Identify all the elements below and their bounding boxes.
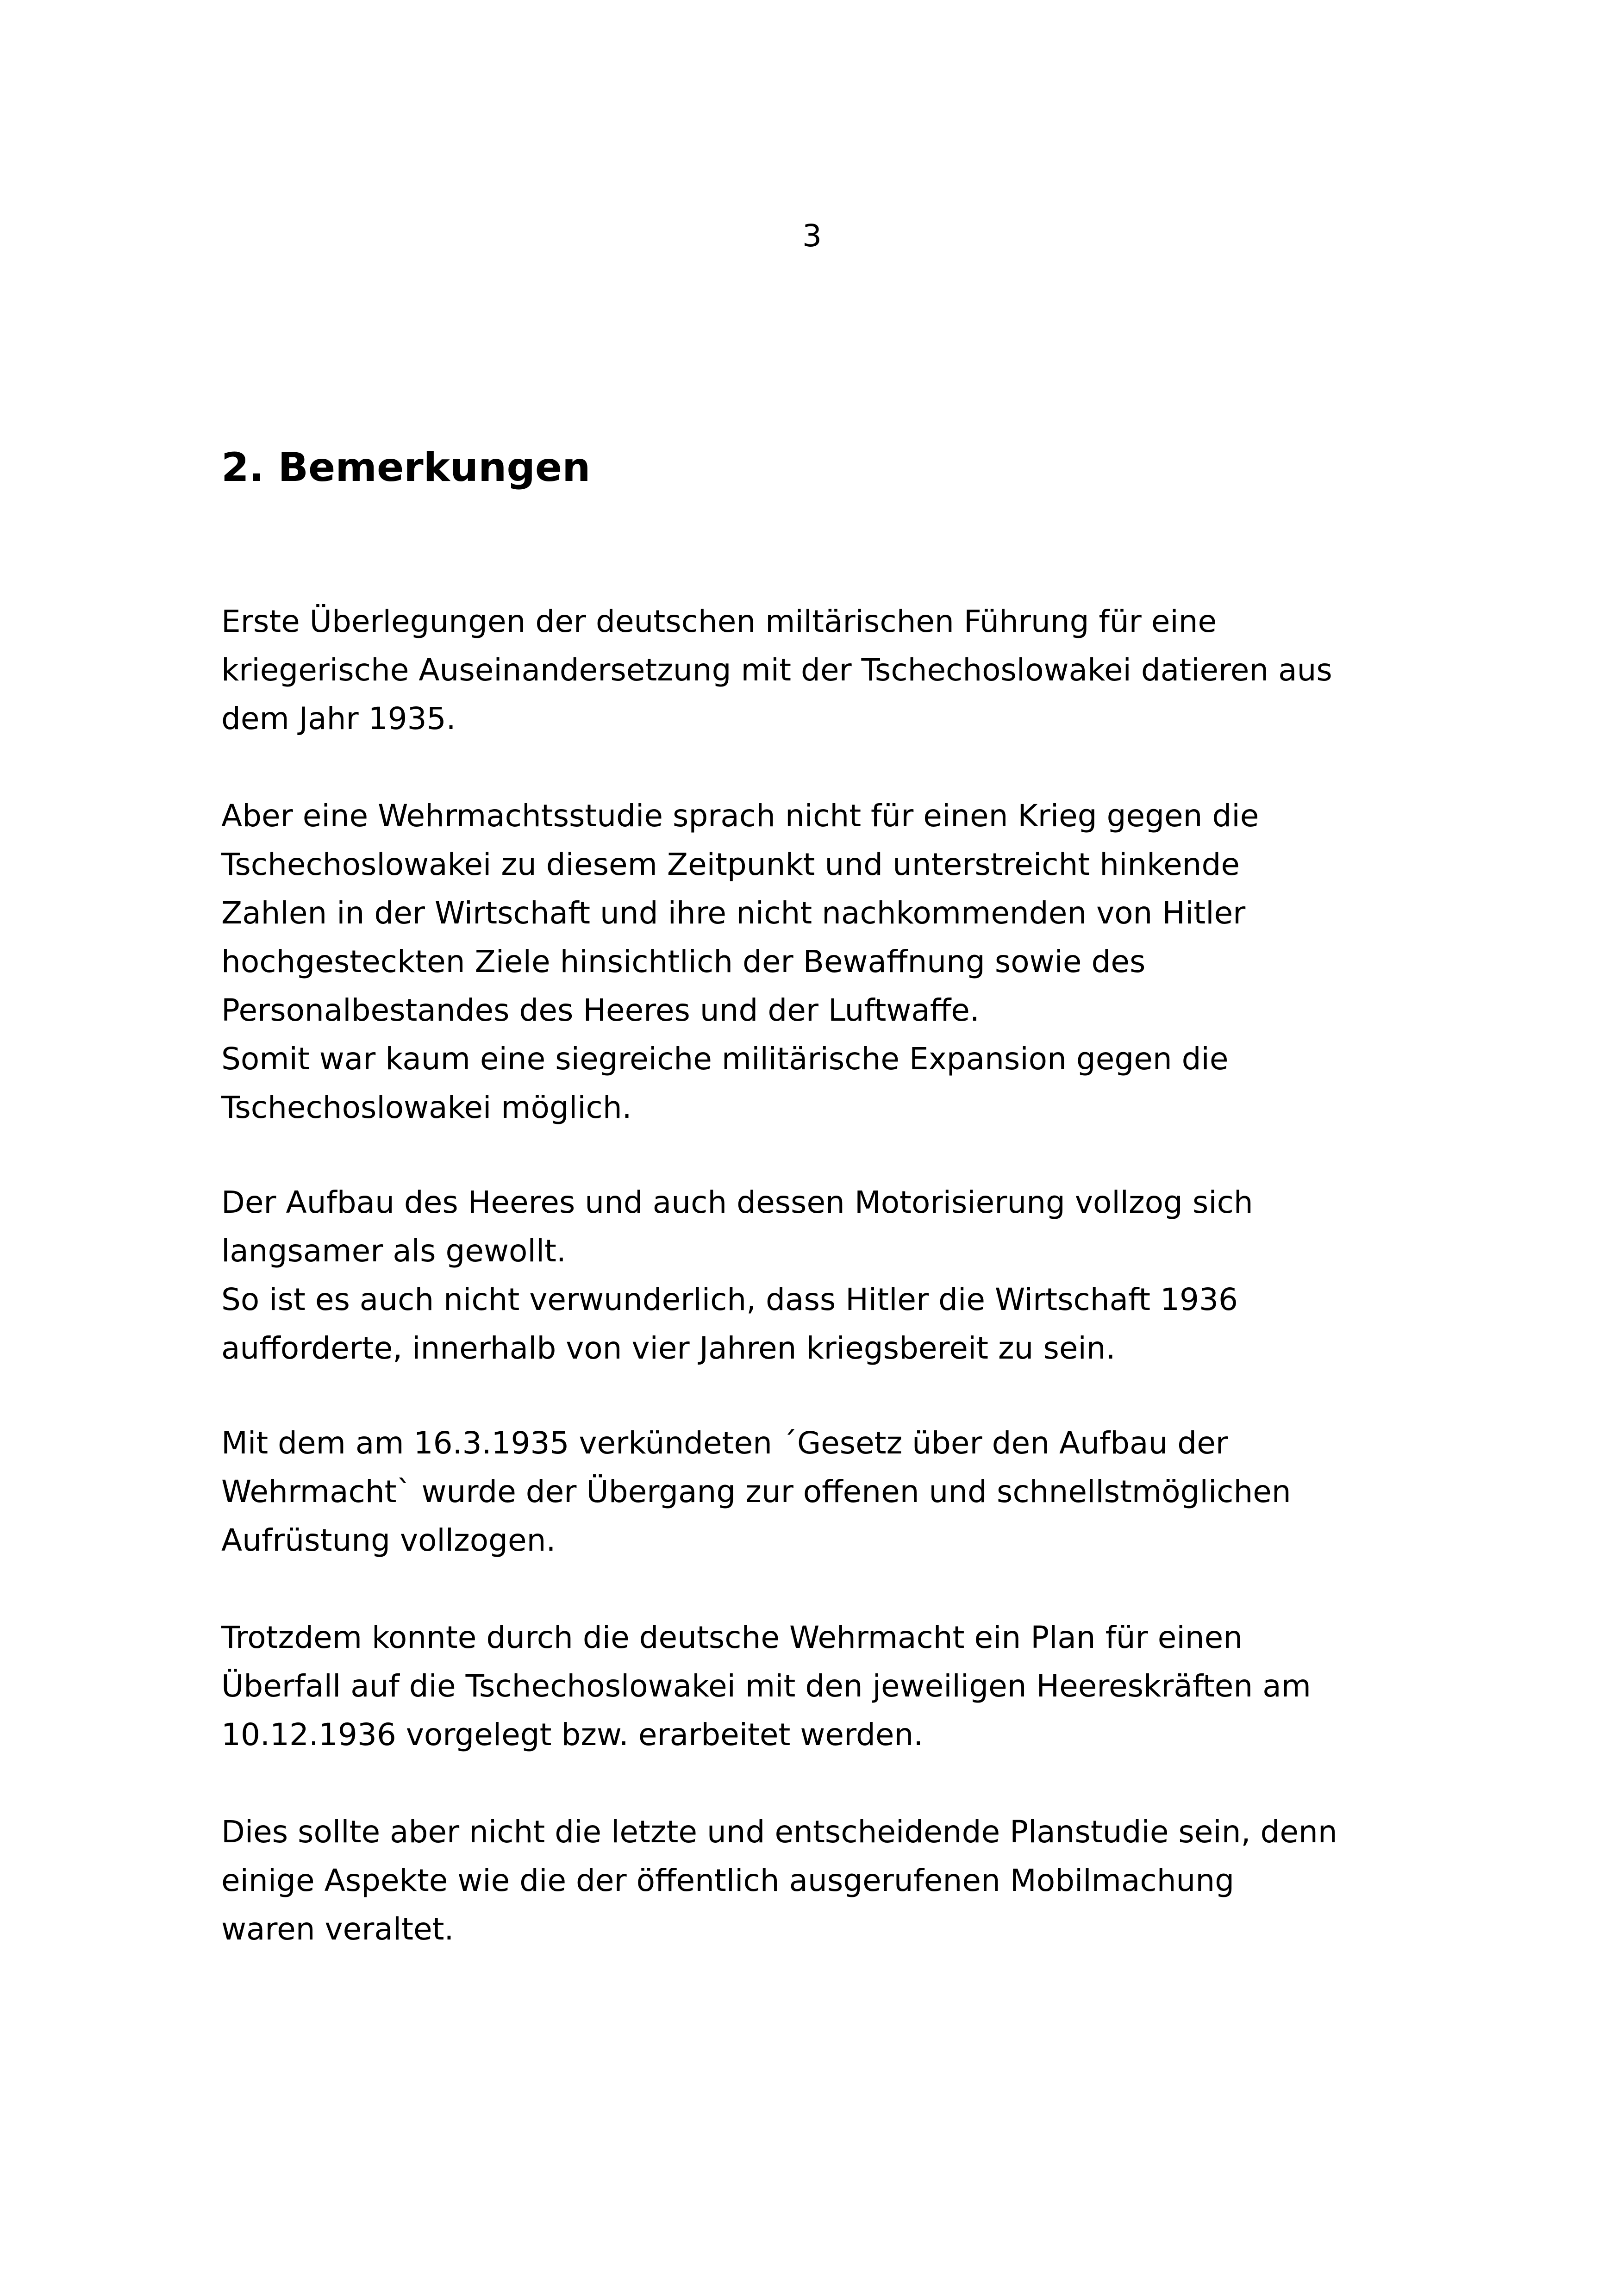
paragraph-5 <box>221 1613 1471 1759</box>
paragraph-line: langsamer als gewollt. <box>221 1233 566 1269</box>
paragraph-line: waren veraltet. <box>221 1911 454 1947</box>
paragraph-line: Überfall auf die Tschechoslowakei mit den jeweiligen Heereskräften am <box>221 1668 1311 1704</box>
paragraph-line: kriegerische Auseinandersetzung mit der Tschechoslowakei datieren aus <box>221 652 1332 688</box>
section-heading: 2. Bemerkungen <box>221 444 591 491</box>
paragraph-line: einige Aspekte wie die der öffentlich ausgerufenen Mobilmachung <box>221 1863 1235 1898</box>
paragraph-line: Aufrüstung vollzogen. <box>221 1522 556 1558</box>
paragraph-line: Somit war kaum eine siegreiche militärische Expansion gegen die <box>221 1041 1229 1077</box>
page-number: 3 <box>802 218 822 254</box>
paragraph-line: Personalbestandes des Heeres und der Luftwaffe. <box>221 992 980 1028</box>
paragraph-4 <box>221 1419 1471 1565</box>
paragraph-line: Der Aufbau des Heeres und auch dessen Motorisierung vollzog sich <box>221 1185 1253 1220</box>
paragraph-line: Erste Überlegungen der deutschen miltärischen Führung für eine <box>221 604 1217 639</box>
paragraph-line: Trotzdem konnte durch die deutsche Wehrmacht ein Plan für einen <box>221 1620 1243 1655</box>
paragraph-line: 10.12.1936 vorgelegt bzw. erarbeitet werden. <box>221 1717 924 1752</box>
paragraph-line: Tschechoslowakei zu diesem Zeitpunkt und unterstreicht hinkende <box>221 847 1240 882</box>
paragraph-3 <box>221 1178 1471 1372</box>
paragraph-line: Tschechoslowakei möglich. <box>221 1090 632 1125</box>
paragraph-line: So ist es auch nicht verwunderlich, dass Hitler die Wirtschaft 1936 <box>221 1282 1238 1317</box>
paragraph-1 <box>221 597 1471 743</box>
paragraph-line: Zahlen in der Wirtschaft und ihre nicht nachkommenden von Hitler <box>221 895 1246 931</box>
paragraph-line: Wehrmacht` wurde der Übergang zur offenen und schnellstmöglichen <box>221 1474 1291 1509</box>
paragraph-line: dem Jahr 1935. <box>221 701 456 736</box>
paragraph-line: Dies sollte aber nicht die letzte und entscheidende Planstudie sein, denn <box>221 1814 1337 1850</box>
paragraph-6 <box>221 1808 1471 1953</box>
paragraph-2 <box>221 792 1471 1132</box>
paragraph-line: Mit dem am 16.3.1935 verkündeten ´Gesetz über den Aufbau der <box>221 1425 1228 1461</box>
paragraph-line: aufforderte, innerhalb von vier Jahren kriegsbereit zu sein. <box>221 1330 1116 1366</box>
paragraph-line: Aber eine Wehrmachtsstudie sprach nicht für einen Krieg gegen die <box>221 798 1259 834</box>
paragraph-line: hochgesteckten Ziele hinsichtlich der Bewaffnung sowie des <box>221 944 1146 979</box>
